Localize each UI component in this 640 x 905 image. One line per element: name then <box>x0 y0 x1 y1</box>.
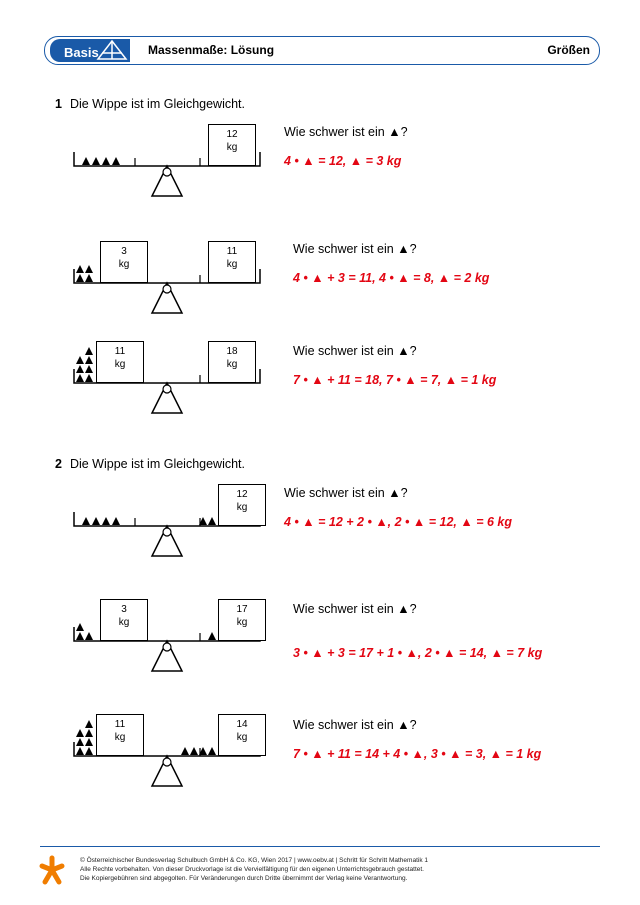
weight-triangle-icon <box>85 374 93 382</box>
footer-line-1: © Österreichischer Bundesverlag Schulbuch GmbH & Co. KG, Wien 2017 | www.oebv.at | Schritt für Schritt Mathematik 1 <box>80 857 428 864</box>
weight-triangle-icon <box>208 747 216 755</box>
weight-triangle-icon <box>85 720 93 728</box>
weight-value: 11 <box>114 719 126 730</box>
weight-triangle-icon <box>82 157 90 165</box>
footer-text <box>80 856 600 883</box>
left-weight-box <box>100 599 148 641</box>
weight-triangle-icon <box>76 623 84 631</box>
weight-triangle-icon <box>76 274 84 282</box>
left-weight-box <box>96 714 144 756</box>
question-text: Wie schwer ist ein ▲? <box>293 242 417 256</box>
weight-triangle-icon <box>76 729 84 737</box>
weight-triangle-icon <box>85 265 93 273</box>
weight-value: 17 <box>236 604 248 615</box>
weight-value: 3 <box>121 246 127 257</box>
question-text: Wie schwer ist ein ▲? <box>284 125 408 139</box>
weight-triangle-icon <box>92 517 100 525</box>
weight-unit: kg <box>118 259 130 270</box>
weight-unit: kg <box>118 617 130 628</box>
weight-unit: kg <box>236 617 248 628</box>
weight-triangle-icon <box>76 365 84 373</box>
answer-text: 4 • ▲ + 3 = 11, 4 • ▲ = 8, ▲ = 2 kg <box>293 271 490 285</box>
answer-text: 3 • ▲ + 3 = 17 + 1 • ▲, 2 • ▲ = 14, ▲ = 7 kg <box>293 646 543 660</box>
weight-value: 14 <box>236 719 248 730</box>
weight-value: 11 <box>114 346 126 357</box>
pivot-icon <box>163 385 171 393</box>
pivot-icon <box>163 285 171 293</box>
weight-triangle-icon <box>208 632 216 640</box>
section-1-heading <box>55 97 245 111</box>
weight-triangle-icon <box>85 738 93 746</box>
right-weight-box <box>208 341 256 383</box>
weight-triangle-icon <box>85 365 93 373</box>
weight-triangle-icon <box>76 374 84 382</box>
weight-triangle-icon <box>112 157 120 165</box>
weight-triangle-icon <box>181 747 189 755</box>
weight-triangle-icon <box>85 274 93 282</box>
seesaw-3 <box>70 345 270 435</box>
answer-text: 4 • ▲ = 12 + 2 • ▲, 2 • ▲ = 12, ▲ = 6 kg <box>284 515 513 529</box>
weight-triangle-icon <box>85 347 93 355</box>
seesaw-4 <box>70 488 270 578</box>
weight-unit: kg <box>226 359 238 370</box>
weight-triangle-icon <box>76 265 84 273</box>
page-header <box>44 36 600 66</box>
pivot-icon <box>163 168 171 176</box>
answer-text: 7 • ▲ + 11 = 18, 7 • ▲ = 7, ▲ = 1 kg <box>293 373 497 387</box>
pivot-icon <box>163 643 171 651</box>
weight-unit: kg <box>236 732 248 743</box>
seesaw-6 <box>70 718 270 808</box>
question-text: Wie schwer ist ein ▲? <box>284 486 408 500</box>
footer-line-3: Die Kopiergebühren sind abgegolten. Für Veränderungen durch Dritte übernimmt der Verlag keine Verantwortung. <box>80 875 408 882</box>
topic-label: Größen <box>547 43 590 57</box>
weight-triangle-icon <box>190 747 198 755</box>
weight-triangle-icon <box>85 729 93 737</box>
question-text: Wie schwer ist ein ▲? <box>293 602 417 616</box>
weight-unit: kg <box>236 502 248 513</box>
right-weight-box <box>208 241 256 283</box>
right-weight-box <box>218 714 266 756</box>
section-title: Die Wippe ist im Gleichgewicht. <box>69 97 246 111</box>
weight-value: 18 <box>226 346 238 357</box>
left-weight-box <box>100 241 148 283</box>
footer-divider <box>40 846 600 847</box>
weight-triangle-icon <box>76 738 84 746</box>
weight-triangle-icon <box>102 517 110 525</box>
section-number: 2 <box>55 457 62 471</box>
weight-triangle-icon <box>112 517 120 525</box>
question-text: Wie schwer ist ein ▲? <box>293 718 417 732</box>
right-weight-box <box>218 484 266 526</box>
right-weight-box <box>218 599 266 641</box>
weight-triangle-icon <box>82 517 90 525</box>
answer-text: 7 • ▲ + 11 = 14 + 4 • ▲, 3 • ▲ = 3, ▲ = 1 kg <box>293 747 542 761</box>
right-weight-box <box>208 124 256 166</box>
left-weight-box <box>96 341 144 383</box>
weight-value: 11 <box>226 246 238 257</box>
answer-text: 4 • ▲ = 12, ▲ = 3 kg <box>284 154 402 168</box>
weight-triangle-icon <box>76 632 84 640</box>
weight-triangle-icon <box>92 157 100 165</box>
weight-unit: kg <box>226 259 238 270</box>
weight-triangle-icon <box>76 747 84 755</box>
weight-triangle-icon <box>85 356 93 364</box>
weight-triangle-icon <box>76 356 84 364</box>
weight-triangle-icon <box>85 747 93 755</box>
publisher-logo-icon <box>38 854 66 886</box>
badge-label: Basis <box>64 45 99 60</box>
section-number: 1 <box>55 97 62 111</box>
weight-value: 12 <box>226 129 238 140</box>
page-title: Massenmaße: Lösung <box>148 43 275 57</box>
question-text: Wie schwer ist ein ▲? <box>293 344 417 358</box>
section-title: Die Wippe ist im Gleichgewicht. <box>69 457 246 471</box>
pivot-icon <box>163 528 171 536</box>
weight-unit: kg <box>114 359 126 370</box>
weight-value: 12 <box>236 489 248 500</box>
seesaw-2 <box>70 245 270 335</box>
level-badge <box>50 39 130 62</box>
seesaw-1 <box>70 128 270 218</box>
weight-triangle-icon <box>102 157 110 165</box>
seesaw-5 <box>70 603 270 693</box>
weight-triangle-icon <box>85 632 93 640</box>
footer-line-2: Alle Rechte vorbehalten. Von dieser Druckvorlage ist die Vervielfältigung für den eigenen Unterrichtsgebrauch gestattet. <box>80 866 424 873</box>
pivot-icon <box>163 758 171 766</box>
weight-unit: kg <box>114 732 126 743</box>
weight-value: 3 <box>121 604 127 615</box>
weight-triangle-icon <box>208 517 216 525</box>
section-2-heading <box>55 457 245 471</box>
weight-unit: kg <box>226 142 238 153</box>
